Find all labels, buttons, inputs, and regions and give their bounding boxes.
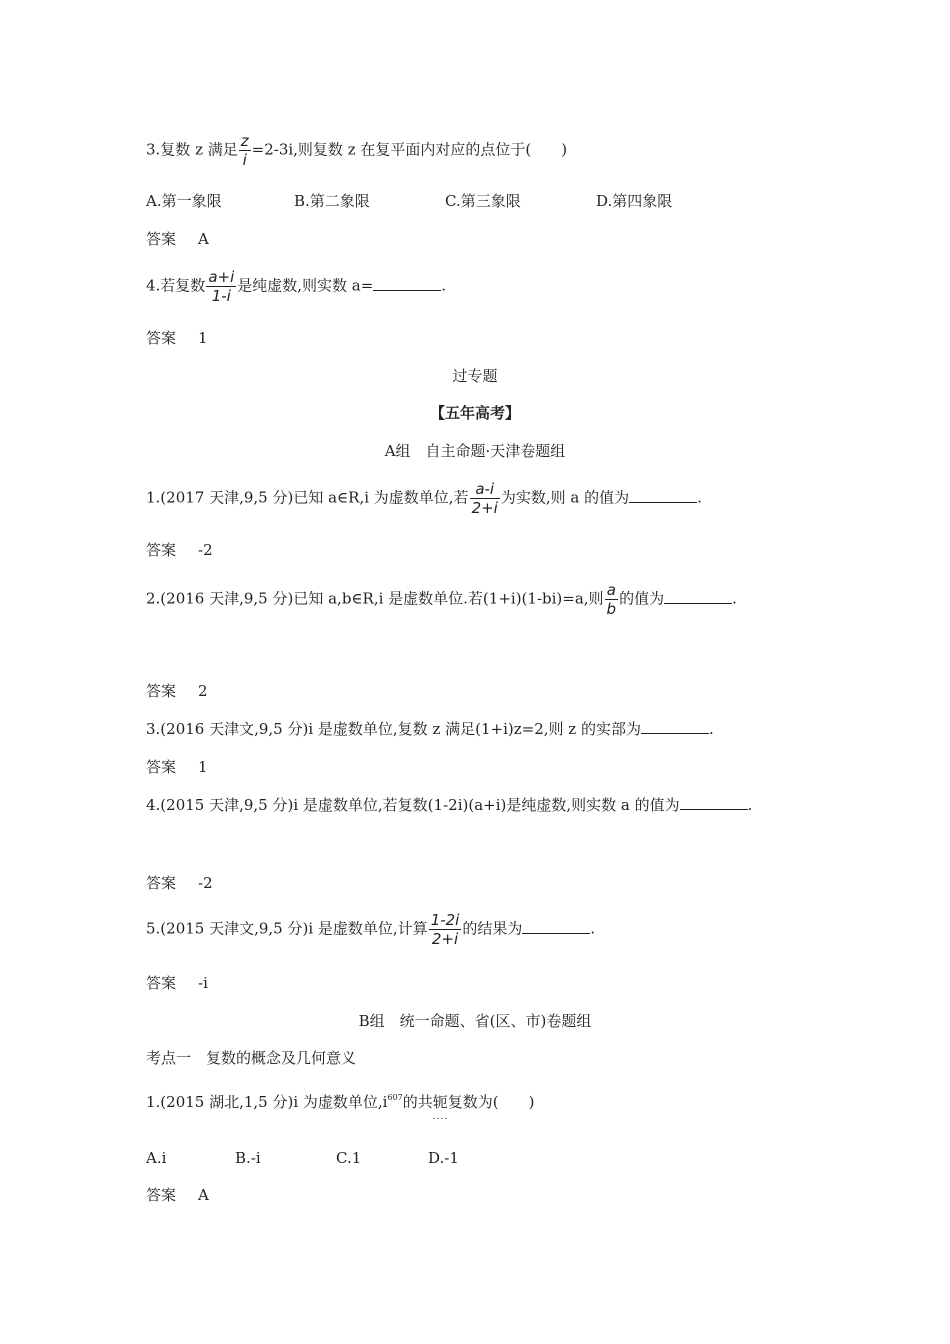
- question-3: [146, 132, 567, 169]
- question-a1: 1.(2017 天津,9,5 分)已知 a∈R,i 为虚数单位,若 $\frac{a-i}{2+i}$ 为实数,则 a 的值为 .: [146, 480, 702, 517]
- question-4: 4.若复数 $\frac{a+i}{1-i}$ 是纯虚数,则实数 a= .: [146, 268, 447, 305]
- option-a: A.i: [146, 1149, 167, 1167]
- option-b: B.第二象限: [294, 192, 370, 210]
- answer: 答案 1: [146, 758, 208, 776]
- emphasis-char: 轭 ....: [433, 1093, 448, 1111]
- question-b1: 1.(2015 湖北,1,5 分)i 为虚数单位$,i^{607}$的共轭 ....复数为( ): [146, 1088, 535, 1112]
- answer: 答案 2: [146, 682, 208, 700]
- section-title: 过专题: [452, 367, 498, 385]
- option-a: A.第一象限: [146, 192, 222, 210]
- answer-blank: [373, 276, 441, 291]
- answer: 答案 A: [146, 230, 209, 248]
- option-d: D.第四象限: [596, 192, 673, 210]
- question-a4: 4.(2015 天津,9,5 分)i 是虚数单位,若复数(1-2i)(a+i)是纯虚数,则实数 a 的值为 .: [146, 796, 753, 814]
- answer-blank: [664, 589, 732, 604]
- fraction: $\frac{a+i}{1-i}$: [208, 268, 235, 305]
- fraction: $\frac{1-2i}{2+i}$: [430, 911, 460, 948]
- answer: 答案 1: [146, 329, 208, 347]
- exponent: 607: [387, 1093, 403, 1102]
- answer: 答案 A: [146, 1186, 209, 1204]
- fraction: $\frac{a}{b}$: [606, 581, 617, 618]
- answer: 答案 -2: [146, 541, 213, 559]
- answer: 答案 -i: [146, 974, 208, 992]
- question-a3: 3.(2016 天津文,9,5 分)i 是虚数单位,复数 z 满足(1+i)z=2,则 z 的实部为 .: [146, 720, 714, 738]
- answer-blank: [522, 919, 590, 934]
- fraction: $\frac{z}{i}$: [240, 132, 249, 169]
- answer-blank: [680, 795, 748, 810]
- option-c: C.第三象限: [445, 192, 521, 210]
- answer: 答案 -2: [146, 874, 213, 892]
- kaodian-title: 考点一 复数的概念及几何意义: [146, 1049, 357, 1067]
- question-a5: 5.(2015 天津文,9,5 分)i 是虚数单位,计算 $\frac{1-2i}{2+i}$ 的结果为 .: [146, 911, 596, 948]
- option-d: D.-1: [428, 1149, 459, 1167]
- question-a2: 2.(2016 天津,9,5 分)已知 a,b∈R,i 是虚数单位.若(1+i)(1-bi)=a,则 $\frac{a}{b}$ 的值为 .: [146, 581, 737, 618]
- fraction: $\frac{a-i}{2+i}$: [471, 480, 498, 517]
- option-c: C.1: [336, 1149, 362, 1167]
- group-b-title: B组 统一命题、省(区、市)卷题组: [358, 1012, 592, 1030]
- question-text: 3.复数 z 满足: [146, 140, 238, 159]
- subsection-title: 【五年高考】: [429, 404, 520, 422]
- answer-blank: [629, 488, 697, 503]
- question-text: =2-3i,则复数 z 在复平面内对应的点位于( ): [251, 140, 568, 159]
- option-b: B.-i: [235, 1149, 261, 1167]
- answer-blank: [641, 719, 709, 734]
- group-a-title: A组 自主命题·天津卷题组: [384, 442, 566, 460]
